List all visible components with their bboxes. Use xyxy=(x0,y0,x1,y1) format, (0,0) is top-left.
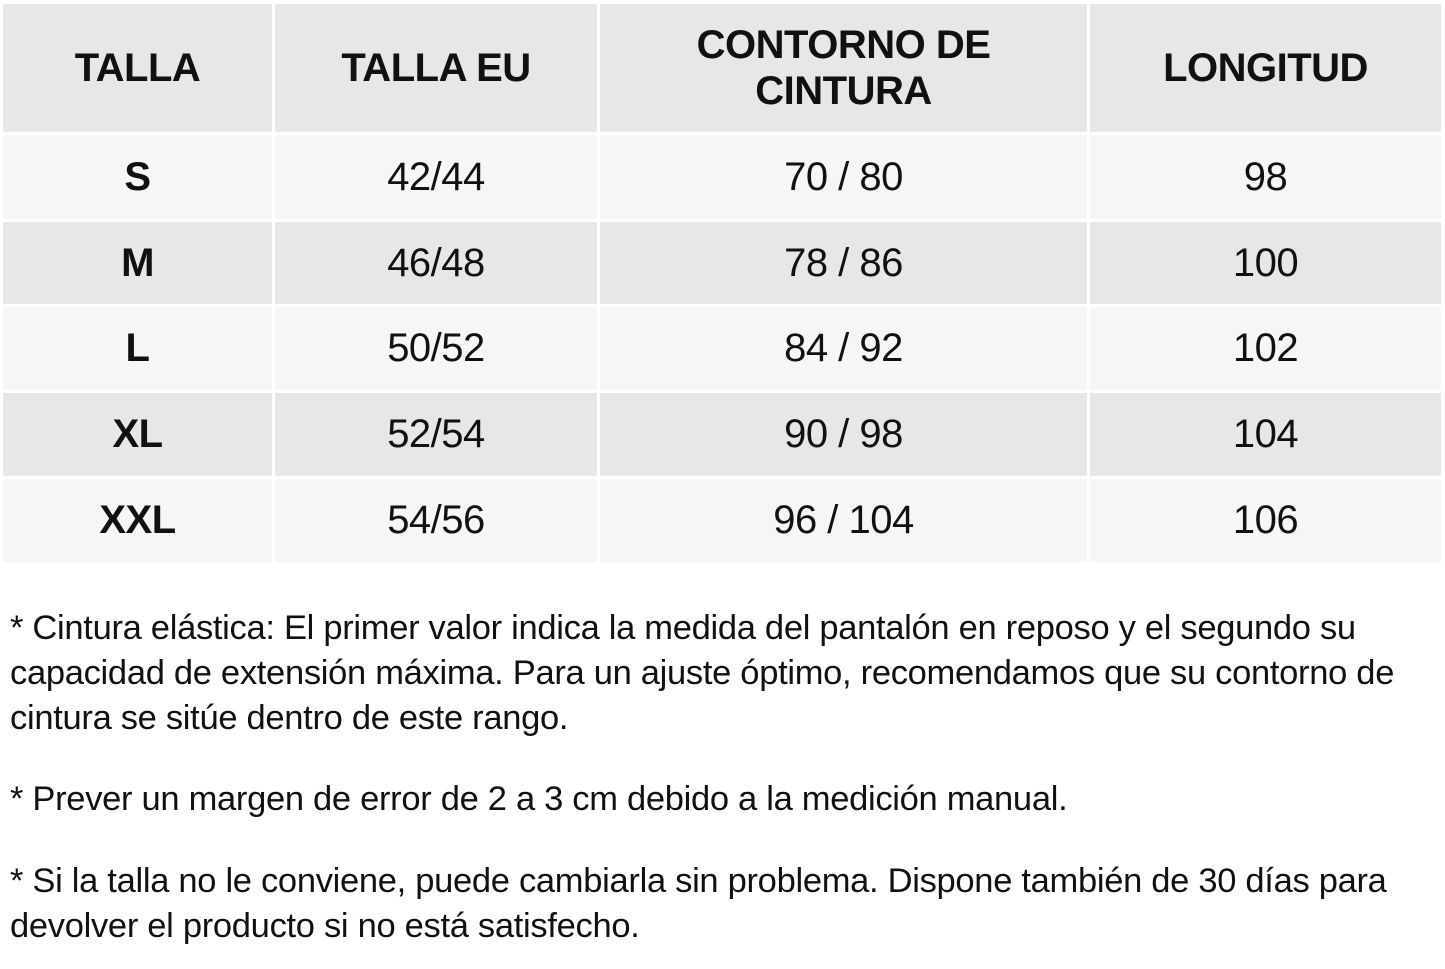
cell-waist: 70 / 80 xyxy=(600,135,1090,222)
table-header xyxy=(3,4,1441,135)
note-elastic-waist: * Cintura elástica: El primer valor indica la medida del pantalón en reposo y el segundo su capacidad de extensión máxima. Para un ajuste óptimo, recomendamos que su contorno de cintura se sitúe dentro de este rango. xyxy=(10,609,1395,737)
header-eu-size: TALLA EU xyxy=(275,4,600,135)
cell-length: 98 xyxy=(1090,135,1441,222)
header-length: LONGITUD xyxy=(1090,4,1441,135)
note-exchange-return: * Si la talla no le conviene, puede cambiarla sin problema. Dispone también de 30 días para devolver el producto si no está satisfecho. xyxy=(10,862,1387,945)
cell-waist: 96 / 104 xyxy=(600,479,1090,565)
header-waist-line1: CONTORNO DE xyxy=(696,23,991,67)
table-row xyxy=(3,222,1441,307)
header-row xyxy=(3,4,1441,135)
table-row xyxy=(3,479,1441,565)
cell-length: 100 xyxy=(1090,222,1441,307)
size-notes xyxy=(10,606,1435,949)
cell-size: S xyxy=(3,135,275,222)
table-row xyxy=(3,307,1441,393)
cell-length: 102 xyxy=(1090,307,1441,393)
header-size: TALLA xyxy=(3,4,275,135)
cell-waist: 78 / 86 xyxy=(600,222,1090,307)
cell-size: XXL xyxy=(3,479,275,565)
cell-waist: 90 / 98 xyxy=(600,393,1090,479)
cell-eu-size: 42/44 xyxy=(275,135,600,222)
size-chart-table xyxy=(3,4,1441,565)
cell-length: 104 xyxy=(1090,393,1441,479)
table-row xyxy=(3,393,1441,479)
cell-eu-size: 50/52 xyxy=(275,307,600,393)
cell-length: 106 xyxy=(1090,479,1441,565)
header-waist-line2: CINTURA xyxy=(755,69,932,113)
cell-waist: 84 / 92 xyxy=(600,307,1090,393)
cell-size: XL xyxy=(3,393,275,479)
cell-eu-size: 52/54 xyxy=(275,393,600,479)
header-waist xyxy=(600,4,1090,135)
table-row xyxy=(3,135,1441,222)
note-measurement-error: * Prever un margen de error de 2 a 3 cm debido a la medición manual. xyxy=(10,780,1068,818)
cell-eu-size: 46/48 xyxy=(275,222,600,307)
cell-size: L xyxy=(3,307,275,393)
cell-eu-size: 54/56 xyxy=(275,479,600,565)
cell-size: M xyxy=(3,222,275,307)
table-body xyxy=(3,135,1441,565)
